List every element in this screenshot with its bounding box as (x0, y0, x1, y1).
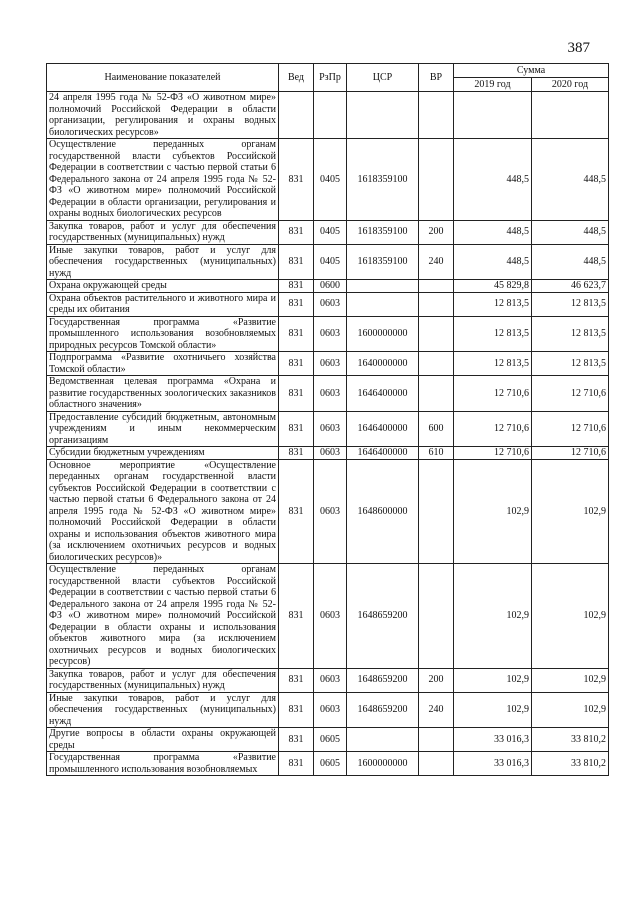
cell-csr: 1648600000 (347, 459, 419, 564)
cell-y2020: 12 710,6 (532, 376, 609, 412)
cell-y2020: 102,9 (532, 564, 609, 669)
cell-y2019: 33 016,3 (454, 752, 532, 776)
cell-rzpr: 0603 (314, 692, 347, 728)
cell-ved: 831 (279, 752, 314, 776)
cell-y2020: 448,5 (532, 220, 609, 244)
cell-y2019: 12 710,6 (454, 411, 532, 447)
table-row (47, 411, 609, 447)
cell-name: Охрана объектов растительного и животного мира и среды их обитания (47, 292, 279, 316)
cell-csr: 1618359100 (347, 220, 419, 244)
header-rzpr: РзПр (314, 64, 347, 92)
cell-csr (347, 92, 419, 139)
page-number: 387 (567, 40, 590, 56)
cell-ved: 831 (279, 292, 314, 316)
cell-ved: 831 (279, 280, 314, 293)
table-header (47, 64, 609, 92)
cell-rzpr: 0603 (314, 459, 347, 564)
cell-y2019: 448,5 (454, 139, 532, 221)
header-2020: 2020 год (532, 78, 609, 92)
cell-y2019: 102,9 (454, 459, 532, 564)
table-row (47, 292, 609, 316)
table-row (47, 139, 609, 221)
cell-y2020: 448,5 (532, 244, 609, 280)
cell-csr (347, 292, 419, 316)
cell-name: Иные закупки товаров, работ и услуг для обеспечения государственных (муниципальных) нужд (47, 692, 279, 728)
cell-vr (419, 352, 454, 376)
cell-csr (347, 728, 419, 752)
table-row (47, 692, 609, 728)
cell-name: Другие вопросы в области охраны окружающей среды (47, 728, 279, 752)
cell-rzpr: 0603 (314, 411, 347, 447)
cell-y2019: 12 813,5 (454, 292, 532, 316)
cell-y2020: 46 623,7 (532, 280, 609, 293)
table-row (47, 220, 609, 244)
cell-rzpr: 0405 (314, 244, 347, 280)
cell-vr: 240 (419, 244, 454, 280)
cell-vr: 600 (419, 411, 454, 447)
cell-y2019: 12 813,5 (454, 352, 532, 376)
cell-name: Ведомственная целевая программа «Охрана и развитие государственных зоологических заказников областного значения» (47, 376, 279, 412)
cell-name: Иные закупки товаров, работ и услуг для обеспечения государственных (муниципальных) нужд (47, 244, 279, 280)
cell-ved: 831 (279, 220, 314, 244)
cell-ved: 831 (279, 352, 314, 376)
table-row (47, 752, 609, 776)
cell-vr (419, 752, 454, 776)
cell-rzpr: 0603 (314, 292, 347, 316)
cell-y2019: 12 813,5 (454, 316, 532, 352)
cell-csr: 1618359100 (347, 139, 419, 221)
header-vr: ВР (419, 64, 454, 92)
cell-ved: 831 (279, 564, 314, 669)
cell-ved (279, 92, 314, 139)
cell-vr: 610 (419, 447, 454, 460)
cell-rzpr (314, 92, 347, 139)
cell-name: Осуществление переданных органам государственной власти субъектов Российской Федерации в соответствии с частью первой статьи 6 Федерального закона от 24 апреля 1995 года № 52-ФЗ «О животном мире» полномочий Российской Федерации в области организации, регулирования и охраны водных биологических ресурсов (47, 139, 279, 221)
cell-name: Предоставление субсидий бюджетным, автономным учреждениям и иным некоммерческим организациям (47, 411, 279, 447)
cell-ved: 831 (279, 459, 314, 564)
cell-name: Основное мероприятие «Осуществление переданных органам государственной власти субъектов Российской Федерации в соответствии с частью первой статьи 6 Федерального закона от 24 апреля 1995 года № 52-ФЗ «О животном мире» полномочий Российской Федерации в области охраны и использования объектов животного мира (за исключением охотничьих ресурсов и водных биологических ресурсов)» (47, 459, 279, 564)
cell-vr (419, 316, 454, 352)
cell-name: Осуществление переданных органам государственной власти субъектов Российской Федерации в соответствии с частью первой статьи 6 Федерального закона от 24 апреля 1995 года № 52-ФЗ «О животном мире» полномочий Российской Федерации в области охраны и использования объектов животного мира (за исключением охотничьих ресурсов и водных биологических ресурсов) (47, 564, 279, 669)
cell-y2019: 448,5 (454, 220, 532, 244)
cell-name: Закупка товаров, работ и услуг для обеспечения государственных (муниципальных) нужд (47, 220, 279, 244)
cell-y2019 (454, 92, 532, 139)
table-row (47, 564, 609, 669)
cell-y2020: 12 710,6 (532, 411, 609, 447)
cell-csr: 1648659200 (347, 564, 419, 669)
table-row (47, 92, 609, 139)
table-row (47, 316, 609, 352)
cell-ved: 831 (279, 728, 314, 752)
cell-csr: 1648659200 (347, 668, 419, 692)
cell-vr (419, 92, 454, 139)
cell-rzpr: 0603 (314, 447, 347, 460)
cell-ved: 831 (279, 447, 314, 460)
cell-rzpr: 0603 (314, 668, 347, 692)
cell-y2020: 12 813,5 (532, 316, 609, 352)
cell-y2020: 12 710,6 (532, 447, 609, 460)
cell-name: Подпрограмма «Развитие охотничьего хозяйства Томской области» (47, 352, 279, 376)
cell-ved: 831 (279, 411, 314, 447)
cell-rzpr: 0603 (314, 352, 347, 376)
header-csr: ЦСР (347, 64, 419, 92)
cell-rzpr: 0600 (314, 280, 347, 293)
cell-ved: 831 (279, 376, 314, 412)
cell-y2019: 45 829,8 (454, 280, 532, 293)
cell-vr (419, 564, 454, 669)
cell-ved: 831 (279, 668, 314, 692)
cell-vr: 200 (419, 668, 454, 692)
cell-rzpr: 0605 (314, 752, 347, 776)
cell-vr: 200 (419, 220, 454, 244)
cell-ved: 831 (279, 244, 314, 280)
table-row (47, 280, 609, 293)
cell-csr: 1618359100 (347, 244, 419, 280)
header-name: Наименование показателей (47, 64, 279, 92)
cell-y2020: 102,9 (532, 668, 609, 692)
cell-csr: 1600000000 (347, 752, 419, 776)
cell-ved: 831 (279, 316, 314, 352)
cell-y2020: 102,9 (532, 692, 609, 728)
cell-csr: 1640000000 (347, 352, 419, 376)
header-sum: Сумма (454, 64, 609, 78)
header-ved: Вед (279, 64, 314, 92)
cell-rzpr: 0603 (314, 564, 347, 669)
cell-rzpr: 0405 (314, 220, 347, 244)
cell-name: 24 апреля 1995 года № 52-ФЗ «О животном мире» полномочий Российской Федерации в области организации, регулирования и охраны водных биологических ресурсов» (47, 92, 279, 139)
cell-y2020: 12 813,5 (532, 352, 609, 376)
cell-vr (419, 376, 454, 412)
cell-y2019: 448,5 (454, 244, 532, 280)
table-row (47, 352, 609, 376)
cell-csr: 1646400000 (347, 447, 419, 460)
cell-rzpr: 0405 (314, 139, 347, 221)
table-row (47, 459, 609, 564)
cell-csr: 1648659200 (347, 692, 419, 728)
table-row (47, 668, 609, 692)
budget-table (46, 63, 609, 776)
cell-name: Охрана окружающей среды (47, 280, 279, 293)
cell-rzpr: 0603 (314, 376, 347, 412)
cell-y2020: 33 810,2 (532, 752, 609, 776)
cell-rzpr: 0605 (314, 728, 347, 752)
cell-y2020: 33 810,2 (532, 728, 609, 752)
header-2019: 2019 год (454, 78, 532, 92)
cell-y2019: 33 016,3 (454, 728, 532, 752)
cell-ved: 831 (279, 692, 314, 728)
cell-y2019: 12 710,6 (454, 447, 532, 460)
table-row (47, 728, 609, 752)
cell-csr: 1600000000 (347, 316, 419, 352)
cell-y2020 (532, 92, 609, 139)
cell-vr (419, 459, 454, 564)
cell-vr (419, 280, 454, 293)
table-row (47, 376, 609, 412)
cell-y2019: 102,9 (454, 668, 532, 692)
cell-rzpr: 0603 (314, 316, 347, 352)
cell-y2019: 12 710,6 (454, 376, 532, 412)
cell-vr (419, 139, 454, 221)
cell-name: Государственная программа «Развитие промышленного использования возобновляемых (47, 752, 279, 776)
cell-name: Государственная программа «Развитие промышленного использования возобновляемых природных ресурсов Томской области» (47, 316, 279, 352)
cell-name: Закупка товаров, работ и услуг для обеспечения государственных (муниципальных) нужд (47, 668, 279, 692)
cell-y2020: 12 813,5 (532, 292, 609, 316)
cell-csr (347, 280, 419, 293)
cell-vr: 240 (419, 692, 454, 728)
cell-csr: 1646400000 (347, 376, 419, 412)
cell-ved: 831 (279, 139, 314, 221)
cell-y2020: 448,5 (532, 139, 609, 221)
table-row (47, 244, 609, 280)
table-body (47, 92, 609, 776)
cell-name: Субсидии бюджетным учреждениям (47, 447, 279, 460)
table-row (47, 447, 609, 460)
cell-y2020: 102,9 (532, 459, 609, 564)
cell-y2019: 102,9 (454, 692, 532, 728)
cell-csr: 1646400000 (347, 411, 419, 447)
cell-vr (419, 292, 454, 316)
cell-vr (419, 728, 454, 752)
cell-y2019: 102,9 (454, 564, 532, 669)
